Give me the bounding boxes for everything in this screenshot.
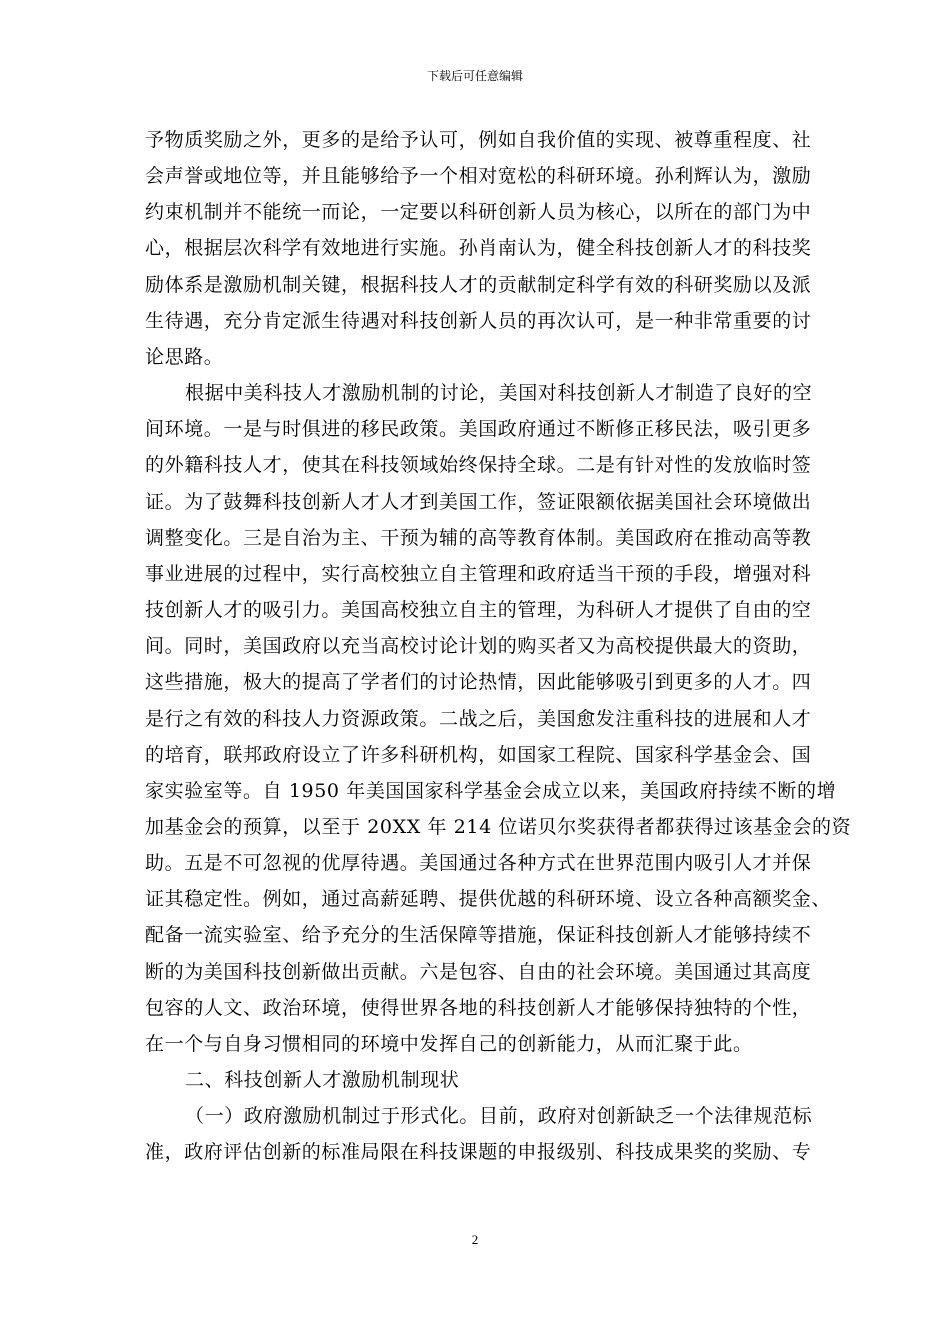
text-line: 这些措施，极大的提高了学者们的讨论热情，因此能够吸引到更多的人才。四 bbox=[145, 671, 812, 694]
text-line: 调整变化。三是自治为主、干预为辅的高等教育体制。美国政府在推动高等教 bbox=[145, 526, 812, 549]
text-line: 是行之有效的科技人力资源政策。二战之后，美国愈发注重科技的进展和人才 bbox=[145, 707, 812, 730]
text-line: 在一个与自身习惯相同的环境中发挥自己的创新能力，从而汇聚于此。 bbox=[145, 1032, 753, 1055]
text-line: 间。同时，美国政府以充当高校讨论计划的购买者又为高校提供最大的资助， bbox=[145, 635, 812, 658]
text-line: 予物质奖励之外，更多的是给予认可，例如自我价值的实现、被尊重程度、社 bbox=[145, 129, 812, 151]
text-line: 助。五是不可忽视的优厚待遇。美国通过各种方式在世界范围内吸引人才并保 bbox=[145, 852, 812, 875]
text-line: 会声誉或地位等，并且能够给予一个相对宽松的科研环境。孙利辉认为，激励 bbox=[145, 165, 812, 188]
section-heading: 二、科技创新人才激励机制现状 bbox=[185, 1069, 460, 1092]
text-line: 的外籍科技人才，使其在科技领域始终保持全球。二是有针对性的发放临时签 bbox=[145, 454, 812, 477]
body-text bbox=[145, 122, 852, 1171]
page-header: 下载后可任意编辑 bbox=[426, 69, 523, 83]
text-line: 准，政府评估创新的标准局限在科技课题的申报级别、科技成果奖的奖励、专 bbox=[145, 1141, 812, 1164]
text-line: 证其稳定性。例如，通过高薪延聘、提供优越的科研环境、设立各种高额奖金、 bbox=[145, 888, 832, 911]
text-line: 证。为了鼓舞科技创新人才人才到美国工作，签证限额依据美国社会环境做出 bbox=[145, 490, 812, 513]
text-line: 加基金会的预算，以至于 20XX 年 214 位诺贝尔奖获得者都获得过该基金会的资 bbox=[145, 815, 852, 838]
text-line: （一）政府激励机制过于形式化。目前，政府对创新缺乏一个法律规范标 bbox=[185, 1105, 813, 1128]
text-line: 论思路。 bbox=[145, 345, 224, 368]
page-number: 2 bbox=[471, 1232, 479, 1247]
text-line: 包容的人文、政治环境，使得世界各地的科技创新人才能够保持独特的个性， bbox=[145, 996, 812, 1019]
text-line: 心，根据层次科学有效地进行实施。孙肖南认为，健全科技创新人才的科技奖 bbox=[145, 237, 812, 260]
text-line: 根据中美科技人才激励机制的讨论，美国对科技创新人才制造了良好的空 bbox=[185, 382, 813, 405]
text-line: 家实验室等。自 1950 年美国国家科学基金会成立以来，美国政府持续不断的增 bbox=[145, 779, 837, 802]
text-line: 生待遇，充分肯定派生待遇对科技创新人员的再次认可，是一种非常重要的讨 bbox=[145, 309, 812, 332]
text-line: 的培育，联邦政府设立了许多科研机构，如国家工程院、国家科学基金会、国 bbox=[145, 743, 812, 766]
text-line: 事业进展的过程中，实行高校独立自主管理和政府适当干预的手段，增强对科 bbox=[145, 562, 812, 585]
text-line: 励体系是激励机制关键，根据科技人才的贡献制定科学有效的科研奖励以及派 bbox=[145, 273, 812, 296]
text-line: 间环境。一是与时俱进的移民政策。美国政府通过不断修正移民法，吸引更多 bbox=[145, 418, 812, 441]
text-line: 约束机制并不能统一而论，一定要以科研创新人员为核心，以所在的部门为中 bbox=[145, 201, 812, 224]
text-line: 断的为美国科技创新做出贡献。六是包容、自由的社会环境。美国通过其高度 bbox=[145, 960, 812, 983]
text-line: 配备一流实验室、给予充分的生活保障等措施，保证科技创新人才能够持续不 bbox=[145, 924, 812, 947]
text-line: 技创新人才的吸引力。美国高校独立自主的管理，为科研人才提供了自由的空 bbox=[145, 599, 812, 622]
